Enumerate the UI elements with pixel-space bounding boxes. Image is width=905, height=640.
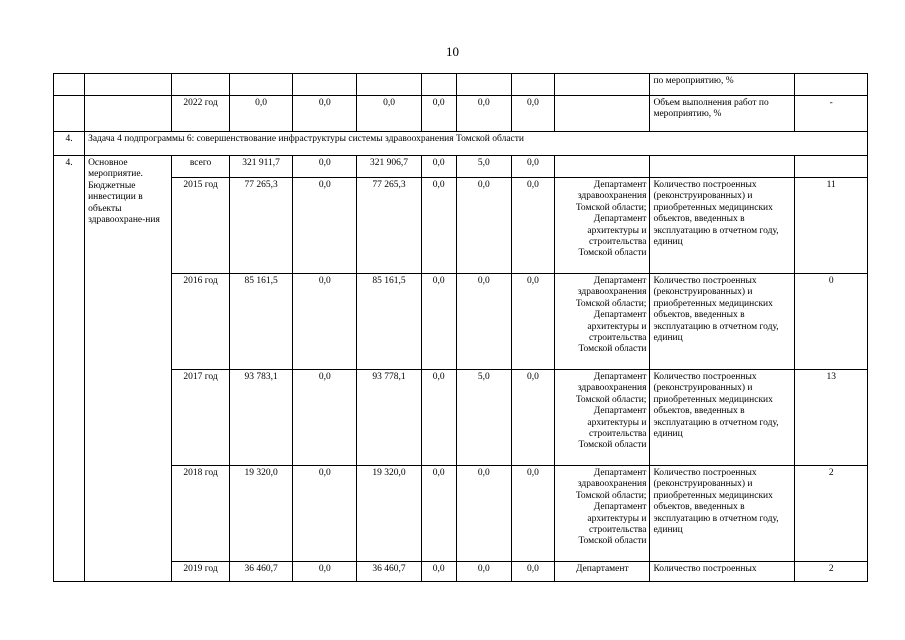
value-cell: 19 320,0 [230, 466, 293, 562]
value-cell: 0,0 [511, 466, 554, 562]
value-cell: 0,0 [421, 370, 456, 466]
value-cell: 93 778,1 [357, 370, 421, 466]
event-number: 4. [54, 156, 85, 582]
value-cell: 0,0 [293, 562, 357, 582]
value-cell: 0,0 [456, 274, 511, 370]
indicator-cell: Количество построенных [650, 562, 795, 582]
value-cell: 0,0 [511, 274, 554, 370]
target-cell: - [795, 96, 868, 132]
value-cell: 0,0 [511, 178, 554, 274]
value-cell: 0,0 [456, 178, 511, 274]
executor-cell: Департамент здравоохранения Томской области; Департамент архитектуры и строительства Томской области [555, 370, 650, 466]
value-cell: 0,0 [293, 156, 357, 178]
target-cell [795, 74, 868, 96]
year-cell: 2019 год [172, 562, 230, 582]
total-row [54, 156, 868, 178]
value-cell: 321 911,7 [230, 156, 293, 178]
value-cell [357, 74, 421, 96]
year-cell [172, 74, 230, 96]
value-cell [421, 74, 456, 96]
executor-cell [555, 156, 650, 178]
task-number: 4. [54, 132, 85, 156]
value-cell: 0,0 [293, 466, 357, 562]
value-cell: 0,0 [293, 274, 357, 370]
executor-cell: Департамент здравоохранения Томской области; Департамент архитектуры и строительства Томской области [555, 274, 650, 370]
indicator-cell [650, 156, 795, 178]
value-cell: 5,0 [456, 370, 511, 466]
value-cell: 36 460,7 [230, 562, 293, 582]
value-cell: 0,0 [421, 562, 456, 582]
table-row [54, 178, 868, 274]
year-cell: всего [172, 156, 230, 178]
table-row [54, 562, 868, 582]
value-cell: 85 161,5 [357, 274, 421, 370]
target-cell: 0 [795, 274, 868, 370]
indicator-cell: Объем выполнения работ по мероприятию, % [650, 96, 795, 132]
indicator-cell: Количество построенных (реконструированных) и приобретенных медицинских объектов, введенных в эксплуатацию в отчетном году, единиц [650, 178, 795, 274]
value-cell: 0,0 [511, 562, 554, 582]
executor-cell: Департамент здравоохранения Томской области; Департамент архитектуры и строительства Томской области [555, 178, 650, 274]
target-cell: 2 [795, 466, 868, 562]
value-cell: 0,0 [293, 370, 357, 466]
event-name-cell [85, 74, 172, 96]
value-cell: 77 265,3 [357, 178, 421, 274]
value-cell: 0,0 [421, 466, 456, 562]
table-row [54, 370, 868, 466]
task-row [54, 132, 868, 156]
value-cell: 5,0 [456, 156, 511, 178]
target-cell: 13 [795, 370, 868, 466]
indicator-cell: Количество построенных (реконструированных) и приобретенных медицинских объектов, введенных в эксплуатацию в отчетном году, единиц [650, 370, 795, 466]
indicator-cell: Количество построенных (реконструированных) и приобретенных медицинских объектов, введенных в эксплуатацию в отчетном году, единиц [650, 466, 795, 562]
value-cell: 321 906,7 [357, 156, 421, 178]
value-cell: 0,0 [511, 370, 554, 466]
event-name-cell [85, 96, 172, 132]
page-number: 10 [446, 44, 459, 59]
executor-cell: Департамент [555, 562, 650, 582]
value-cell: 0,0 [293, 96, 357, 132]
task-title: Задача 4 подпрограммы 6: совершенствование инфраструктуры системы здравоохранения Томской области [85, 132, 868, 156]
year-cell: 2018 год [172, 466, 230, 562]
executor-cell: Департамент здравоохранения Томской области; Департамент архитектуры и строительства Томской области [555, 466, 650, 562]
program-table [53, 73, 868, 582]
value-cell: 77 265,3 [230, 178, 293, 274]
indicator-cell: по мероприятию, % [650, 74, 795, 96]
year-cell: 2022 год [172, 96, 230, 132]
value-cell: 0,0 [421, 156, 456, 178]
value-cell [230, 74, 293, 96]
year-cell: 2016 год [172, 274, 230, 370]
table-row [54, 466, 868, 562]
table-row [54, 274, 868, 370]
target-cell: 2 [795, 562, 868, 582]
value-cell: 19 320,0 [357, 466, 421, 562]
value-cell: 0,0 [357, 96, 421, 132]
value-cell: 0,0 [511, 96, 554, 132]
event-name: Основное мероприятие. Бюджетные инвестиции в объекты здравоохране-ния [85, 156, 172, 582]
value-cell [456, 74, 511, 96]
value-cell: 0,0 [293, 178, 357, 274]
value-cell: 85 161,5 [230, 274, 293, 370]
num-cell [54, 96, 85, 132]
value-cell: 0,0 [456, 466, 511, 562]
target-cell: 11 [795, 178, 868, 274]
indicator-cell: Количество построенных (реконструированных) и приобретенных медицинских объектов, введенных в эксплуатацию в отчетном году, единиц [650, 274, 795, 370]
value-cell: 0,0 [230, 96, 293, 132]
year-cell: 2017 год [172, 370, 230, 466]
value-cell: 0,0 [511, 156, 554, 178]
table-row [54, 96, 868, 132]
value-cell: 0,0 [421, 178, 456, 274]
value-cell: 0,0 [421, 274, 456, 370]
table-row [54, 74, 868, 96]
value-cell: 36 460,7 [357, 562, 421, 582]
value-cell [293, 74, 357, 96]
num-cell [54, 74, 85, 96]
value-cell: 0,0 [456, 562, 511, 582]
year-cell: 2015 год [172, 178, 230, 274]
value-cell: 93 783,1 [230, 370, 293, 466]
value-cell [511, 74, 554, 96]
value-cell: 0,0 [421, 96, 456, 132]
executor-cell [555, 74, 650, 96]
executor-cell [555, 96, 650, 132]
value-cell: 0,0 [456, 96, 511, 132]
target-cell [795, 156, 868, 178]
